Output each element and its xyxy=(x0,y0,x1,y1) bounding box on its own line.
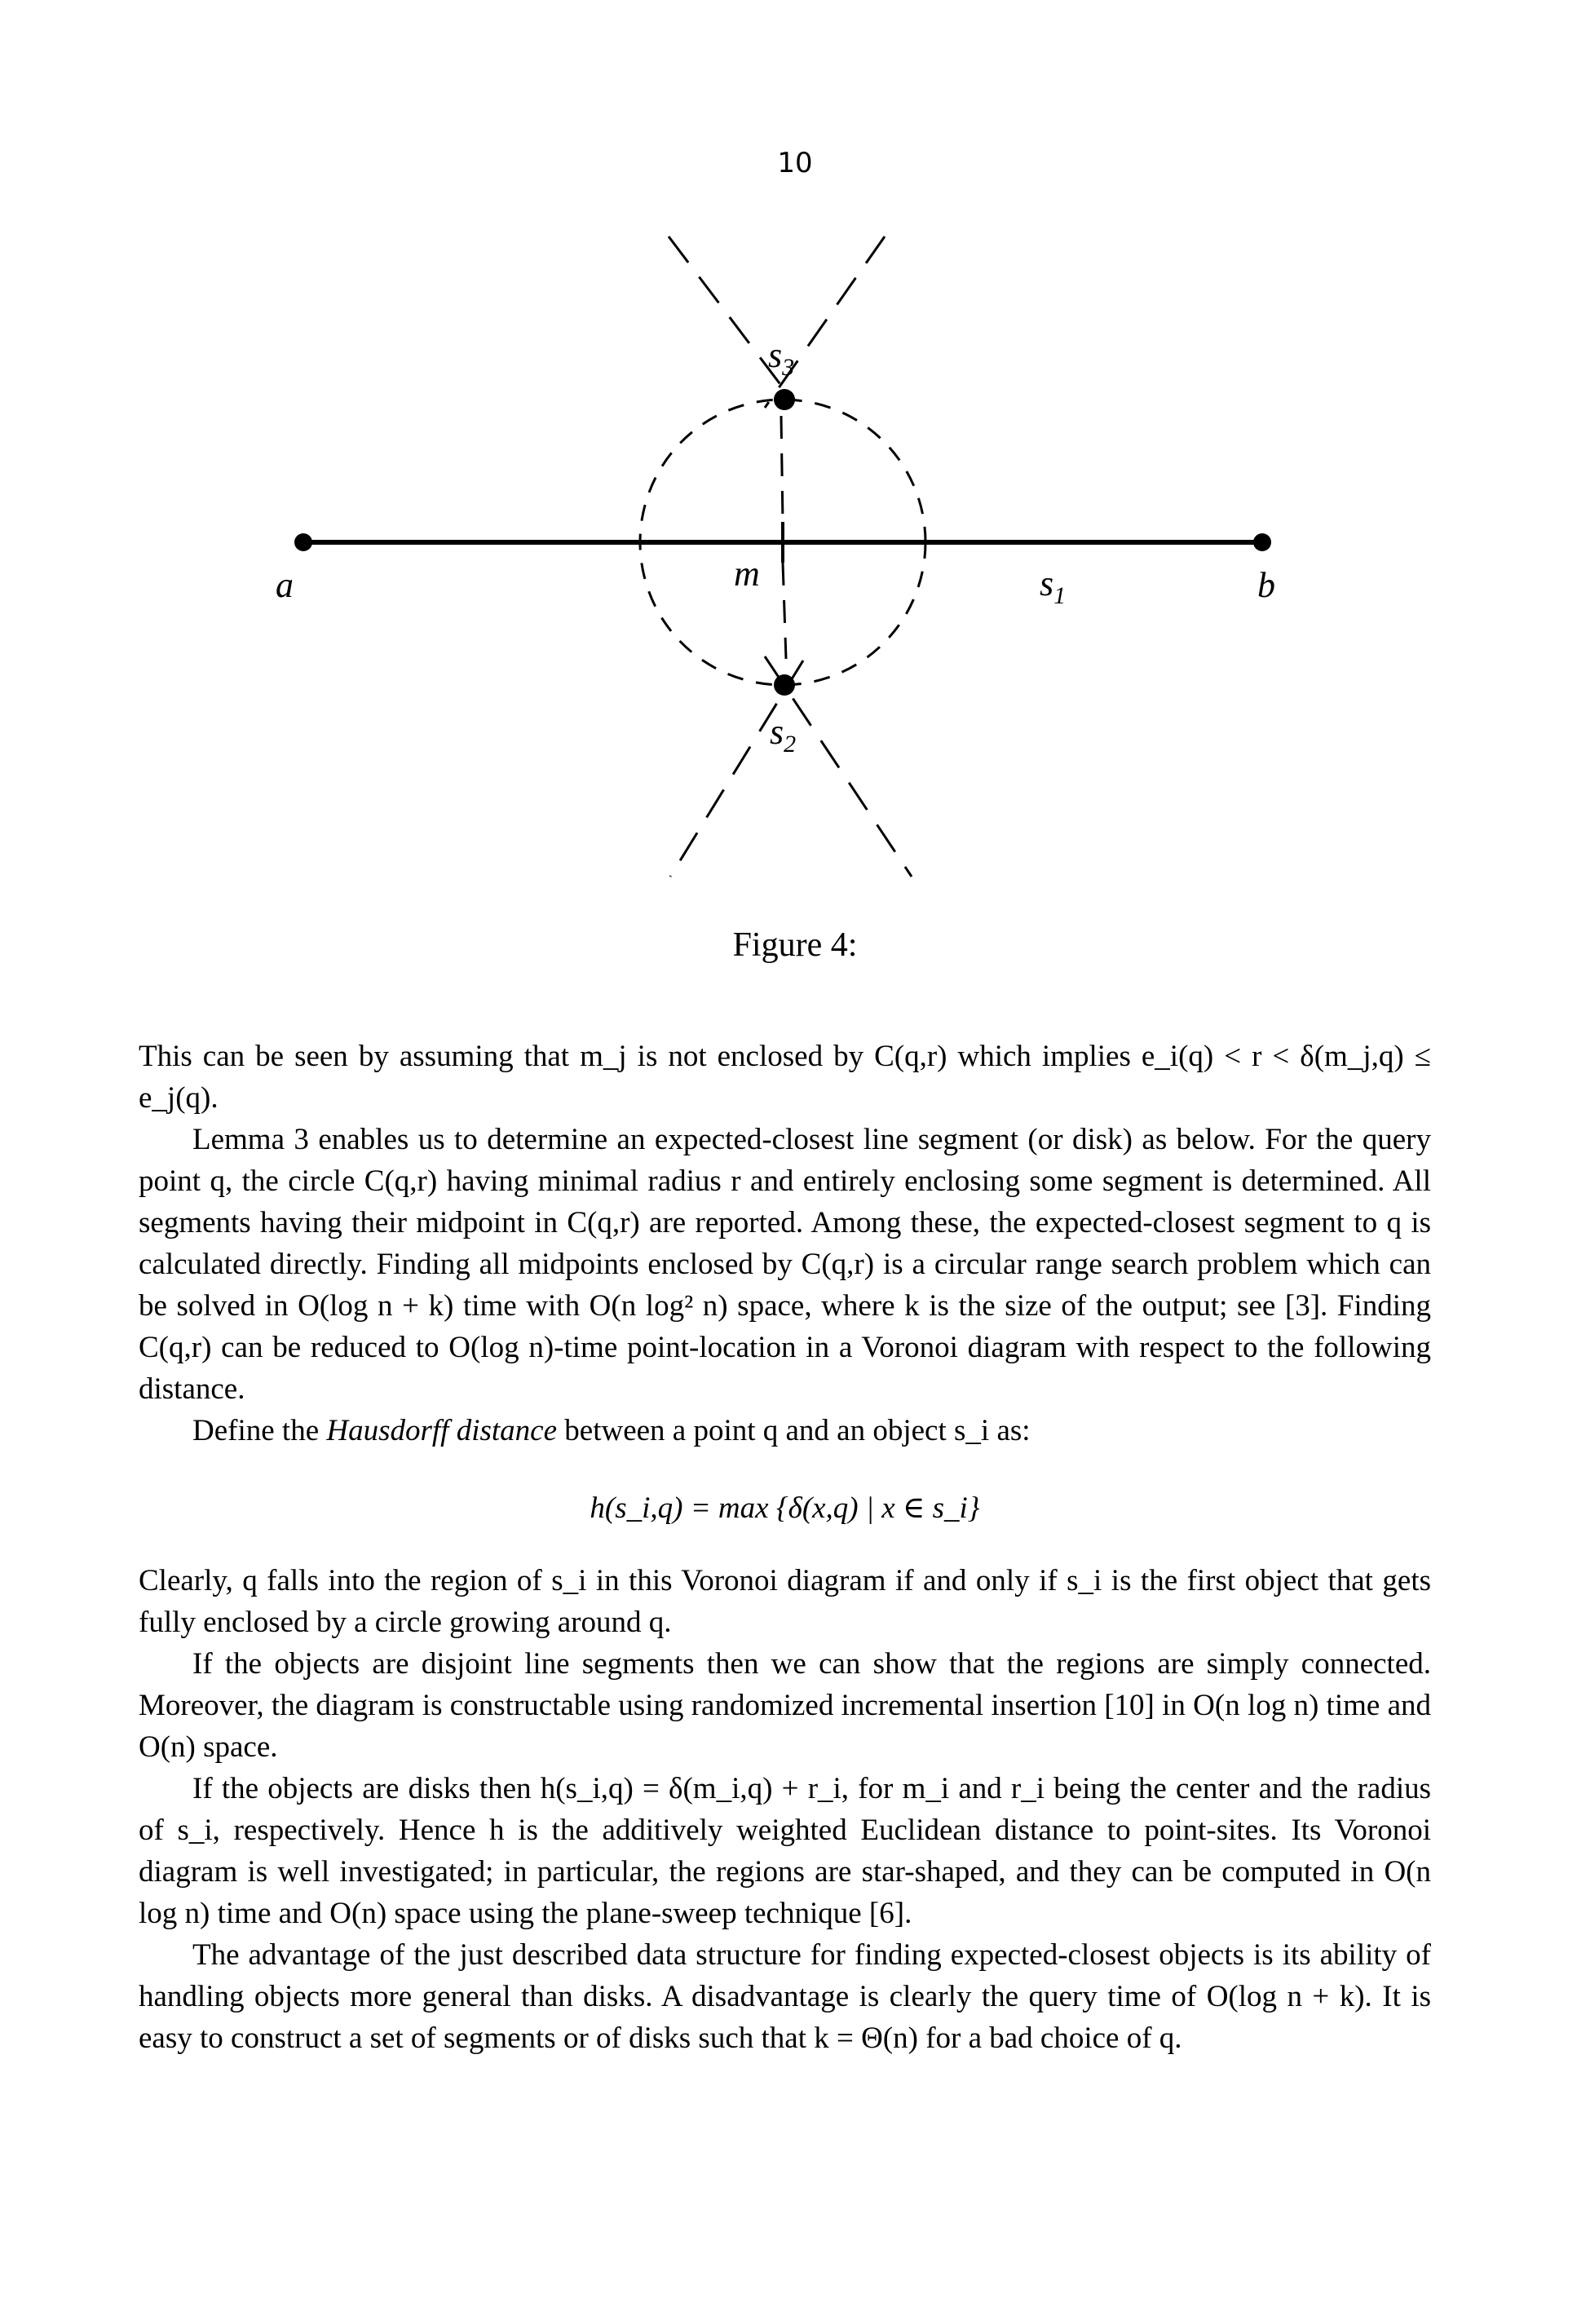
endpoint-a-dot xyxy=(294,533,312,551)
bisector-upper-right xyxy=(765,236,885,408)
label-s2: $s_2$ xyxy=(770,712,797,758)
hausdorff-term: Hausdorff distance xyxy=(326,1414,558,1447)
label-m: m xyxy=(734,554,760,594)
paragraph-5: If the objects are disjoint line segments then we can show that the regions are simply connected. Moreover, the diagram is constructable using randomized incremental insertion [10] in O(n log n) time and O(n) space. xyxy=(139,1647,1431,1764)
figure-caption: Figure 4: xyxy=(732,926,858,964)
p3-after: between a point q and an object s_i as: xyxy=(557,1414,1031,1447)
page-number: 10 xyxy=(777,147,813,179)
site-s2-dot xyxy=(774,674,795,696)
bisector-upper-center xyxy=(781,416,783,522)
hausdorff-formula: h(s_i,q) = max {δ(x,q) | x ∈ s_i} xyxy=(590,1491,980,1525)
body-text xyxy=(139,1036,1431,2059)
paragraph-3 xyxy=(139,1410,1431,1451)
paragraph-6: If the objects are disks then h(s_i,q) = δ(m_i,q) + r_i, for m_i and r_i being the center and the radius of s_i, respectively. Hence h is the additively weighted Euclidean distance to point-sites. Its Voronoi diagram is well investigated; in particular, the regions are star-shaped, and they can be computed in O(n log n) time and O(n) space using the plane-sweep technique [6]. xyxy=(139,1772,1431,1930)
bisector-lower-center xyxy=(783,563,786,659)
label-b: b xyxy=(1257,565,1275,605)
paragraph-2: Lemma 3 enables us to determine an expected-closest line segment (or disk) as below. For the query point q, the circle C(q,r) having minimal radius r and entirely enclosing some segment is determined. All segments having their midpoint in C(q,r) are reported. Among these, the expected-closest segment to q is calculated directly. Finding all midpoints enclosed by C(q,r) is a circular range search problem which can be solved in O(log n + k) time with O(n log² n) space, where k is the size of the output; see [3]. Finding C(q,r) can be reduced to O(log n)-time point-location in a Voronoi diagram with respect to the following distance. xyxy=(139,1123,1431,1406)
endpoint-b-dot xyxy=(1253,533,1271,551)
paragraph-7: The advantage of the just described data structure for finding expected-closest objects is its ability of handling objects more general than disks. A disadvantage is clearly the query time of O(log n + k). It is easy to construct a set of segments or of disks such that k = Θ(n) for a bad choice of q. xyxy=(139,1938,1431,2055)
paragraph-1: This can be seen by assuming that m_j is not enclosed by C(q,r) which implies e_i(q) < r < δ(m_j,q) ≤ e_j(q). xyxy=(139,1040,1431,1115)
figure-4-diagram xyxy=(0,0,1590,913)
bisector-upper-left xyxy=(669,236,784,390)
paragraph-4: Clearly, q falls into the region of s_i in this Voronoi diagram if and only if s_i is the first object that gets fully enclosed by a circle growing around q. xyxy=(139,1564,1431,1639)
label-s1: $s_1$ xyxy=(1040,563,1067,609)
site-s3-dot xyxy=(774,389,795,410)
label-s3: $s_3$ xyxy=(768,335,795,381)
label-a: a xyxy=(276,565,294,605)
p3-before: Define the xyxy=(192,1414,327,1447)
